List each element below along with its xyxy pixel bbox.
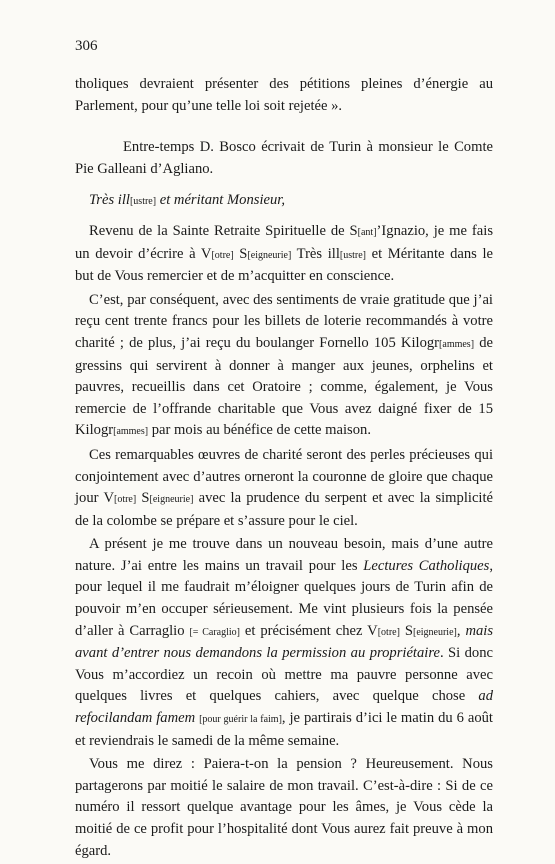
abbrev-expansion: [ustre] (339, 249, 366, 261)
continuation-paragraph: tholiques devraient présenter des pétitions pleines d’énergie au Parlement, pour qu’une telle loi soit rejetée ». (75, 76, 493, 114)
text-run: S (233, 245, 248, 262)
text-run: Revenu de la Sainte Retraite Spirituelle de S (89, 222, 358, 239)
text-run: , je partirais d’ici le matin du 6 août et reviendrais le samedi de la même semaine. (75, 710, 493, 749)
abbrev-expansion: [ammes] (113, 426, 149, 438)
italic-latin: ad refocilandam famem (75, 688, 493, 727)
text-run: et précisément chez V (239, 622, 378, 639)
text-run: par mois au bénéfice de cette maison. (148, 422, 371, 439)
abbrev-expansion: [eigneurie] (412, 626, 457, 638)
letter-paragraph-2 (75, 290, 493, 443)
letter-paragraph-5: Vous me direz : Paiera-t-on la pension ? Heureusement. Nous partagerons par moitié le salaire de mon travail. C’est-à-dire : Si de ce numéro il ressort quelque avantage pour les âmes, je Vous cède la moitié de ce profit pour l’hospitalité dont Vous aurez fait preuve à mon égard. (75, 756, 493, 859)
text-run: et Méritante dans le but de Vous remercier et de m’acquitter en conscience. (75, 245, 494, 285)
letter-paragraph-4 (75, 534, 493, 752)
text-run: S (399, 622, 413, 639)
abbrev-expansion: [pour guérir la faim] (199, 714, 282, 726)
text-run: . Si donc Vous m’accordiez un recoin où mettre ma pauvre personne avec quelques livres et quelques cahiers, avec quelque chose (75, 645, 493, 705)
text-run: Très ill (291, 245, 340, 262)
text-run: avec la prudence du serpent et avec la simplicité de la colombe se prépare et s’assure pour le ciel. (75, 490, 494, 529)
abbrev-expansion: [otre] (113, 494, 137, 506)
text-run: , pour lequel il me faudrait m’éloigner quelques jours de Turin afin de pouvoir m’en occuper sérieusement. Me vint plusieurs fois la pensée d’aller à Carraglio (75, 557, 493, 639)
salutation-abbrev: [ustre] (129, 196, 157, 208)
abbrev-expansion: [ant] (357, 226, 377, 238)
text-run: Ces remarquables œuvres de charité seront des perles précieuses qui conjointement avec d’autres orneront la couronne de gloire que chaque jour V (75, 446, 493, 507)
abbrev-expansion: [eigneurie] (247, 249, 292, 261)
intro-paragraph: Entre-temps D. Bosco écrivait de Turin à monsieur le Comte Pie Galleani d’Agliano. (75, 139, 493, 177)
abbrev-expansion: [= Caraglio] (189, 626, 240, 638)
abbrev-expansion: [eigneurie] (149, 494, 194, 506)
abbrev-expansion: [ammes] (439, 338, 475, 350)
page-body (75, 74, 493, 864)
italic-quote: mais avant d’entrer nous demandons la permission au propriétaire (75, 622, 494, 662)
text-run: S (136, 490, 150, 507)
italic-title: Lectures Catholiques (363, 557, 490, 574)
letter-paragraph-3 (75, 445, 493, 532)
text-run: , (456, 622, 466, 639)
letter-salutation (75, 190, 493, 213)
salutation-text-b: et méritant Monsieur, (156, 192, 285, 209)
abbrev-expansion: [otre] (211, 249, 234, 261)
abbrev-expansion: [otre] (377, 626, 400, 638)
text-run: C’est, par conséquent, avec des sentiments de vraie gratitude que j’ai reçu cent trente francs pour les billets de loterie recommandés à votre charité ; de plus, j’ai reçu du boulanger Fornello 105 Kilogr (75, 291, 493, 351)
text-run: ’Ignazio, je me fais un devoir d’écrire à V (75, 222, 493, 262)
text-run: de gressins qui servirent à donner à manger aux jeunes, orphelins et pauvres, recueillis dans cet Oratoire ; comme, également, je Vous remercie de l’offrande charitable que Vous avez daigné fixer de 15 Kilogr (75, 334, 493, 439)
letter-paragraph-1 (75, 221, 493, 288)
text-run: A présent je me trouve dans un nouveau besoin, mais d’une autre nature. J’ai entre les mains un travail pour les (75, 536, 493, 574)
salutation-text-a: Très ill (89, 192, 130, 209)
page-number: 306 (75, 38, 98, 54)
